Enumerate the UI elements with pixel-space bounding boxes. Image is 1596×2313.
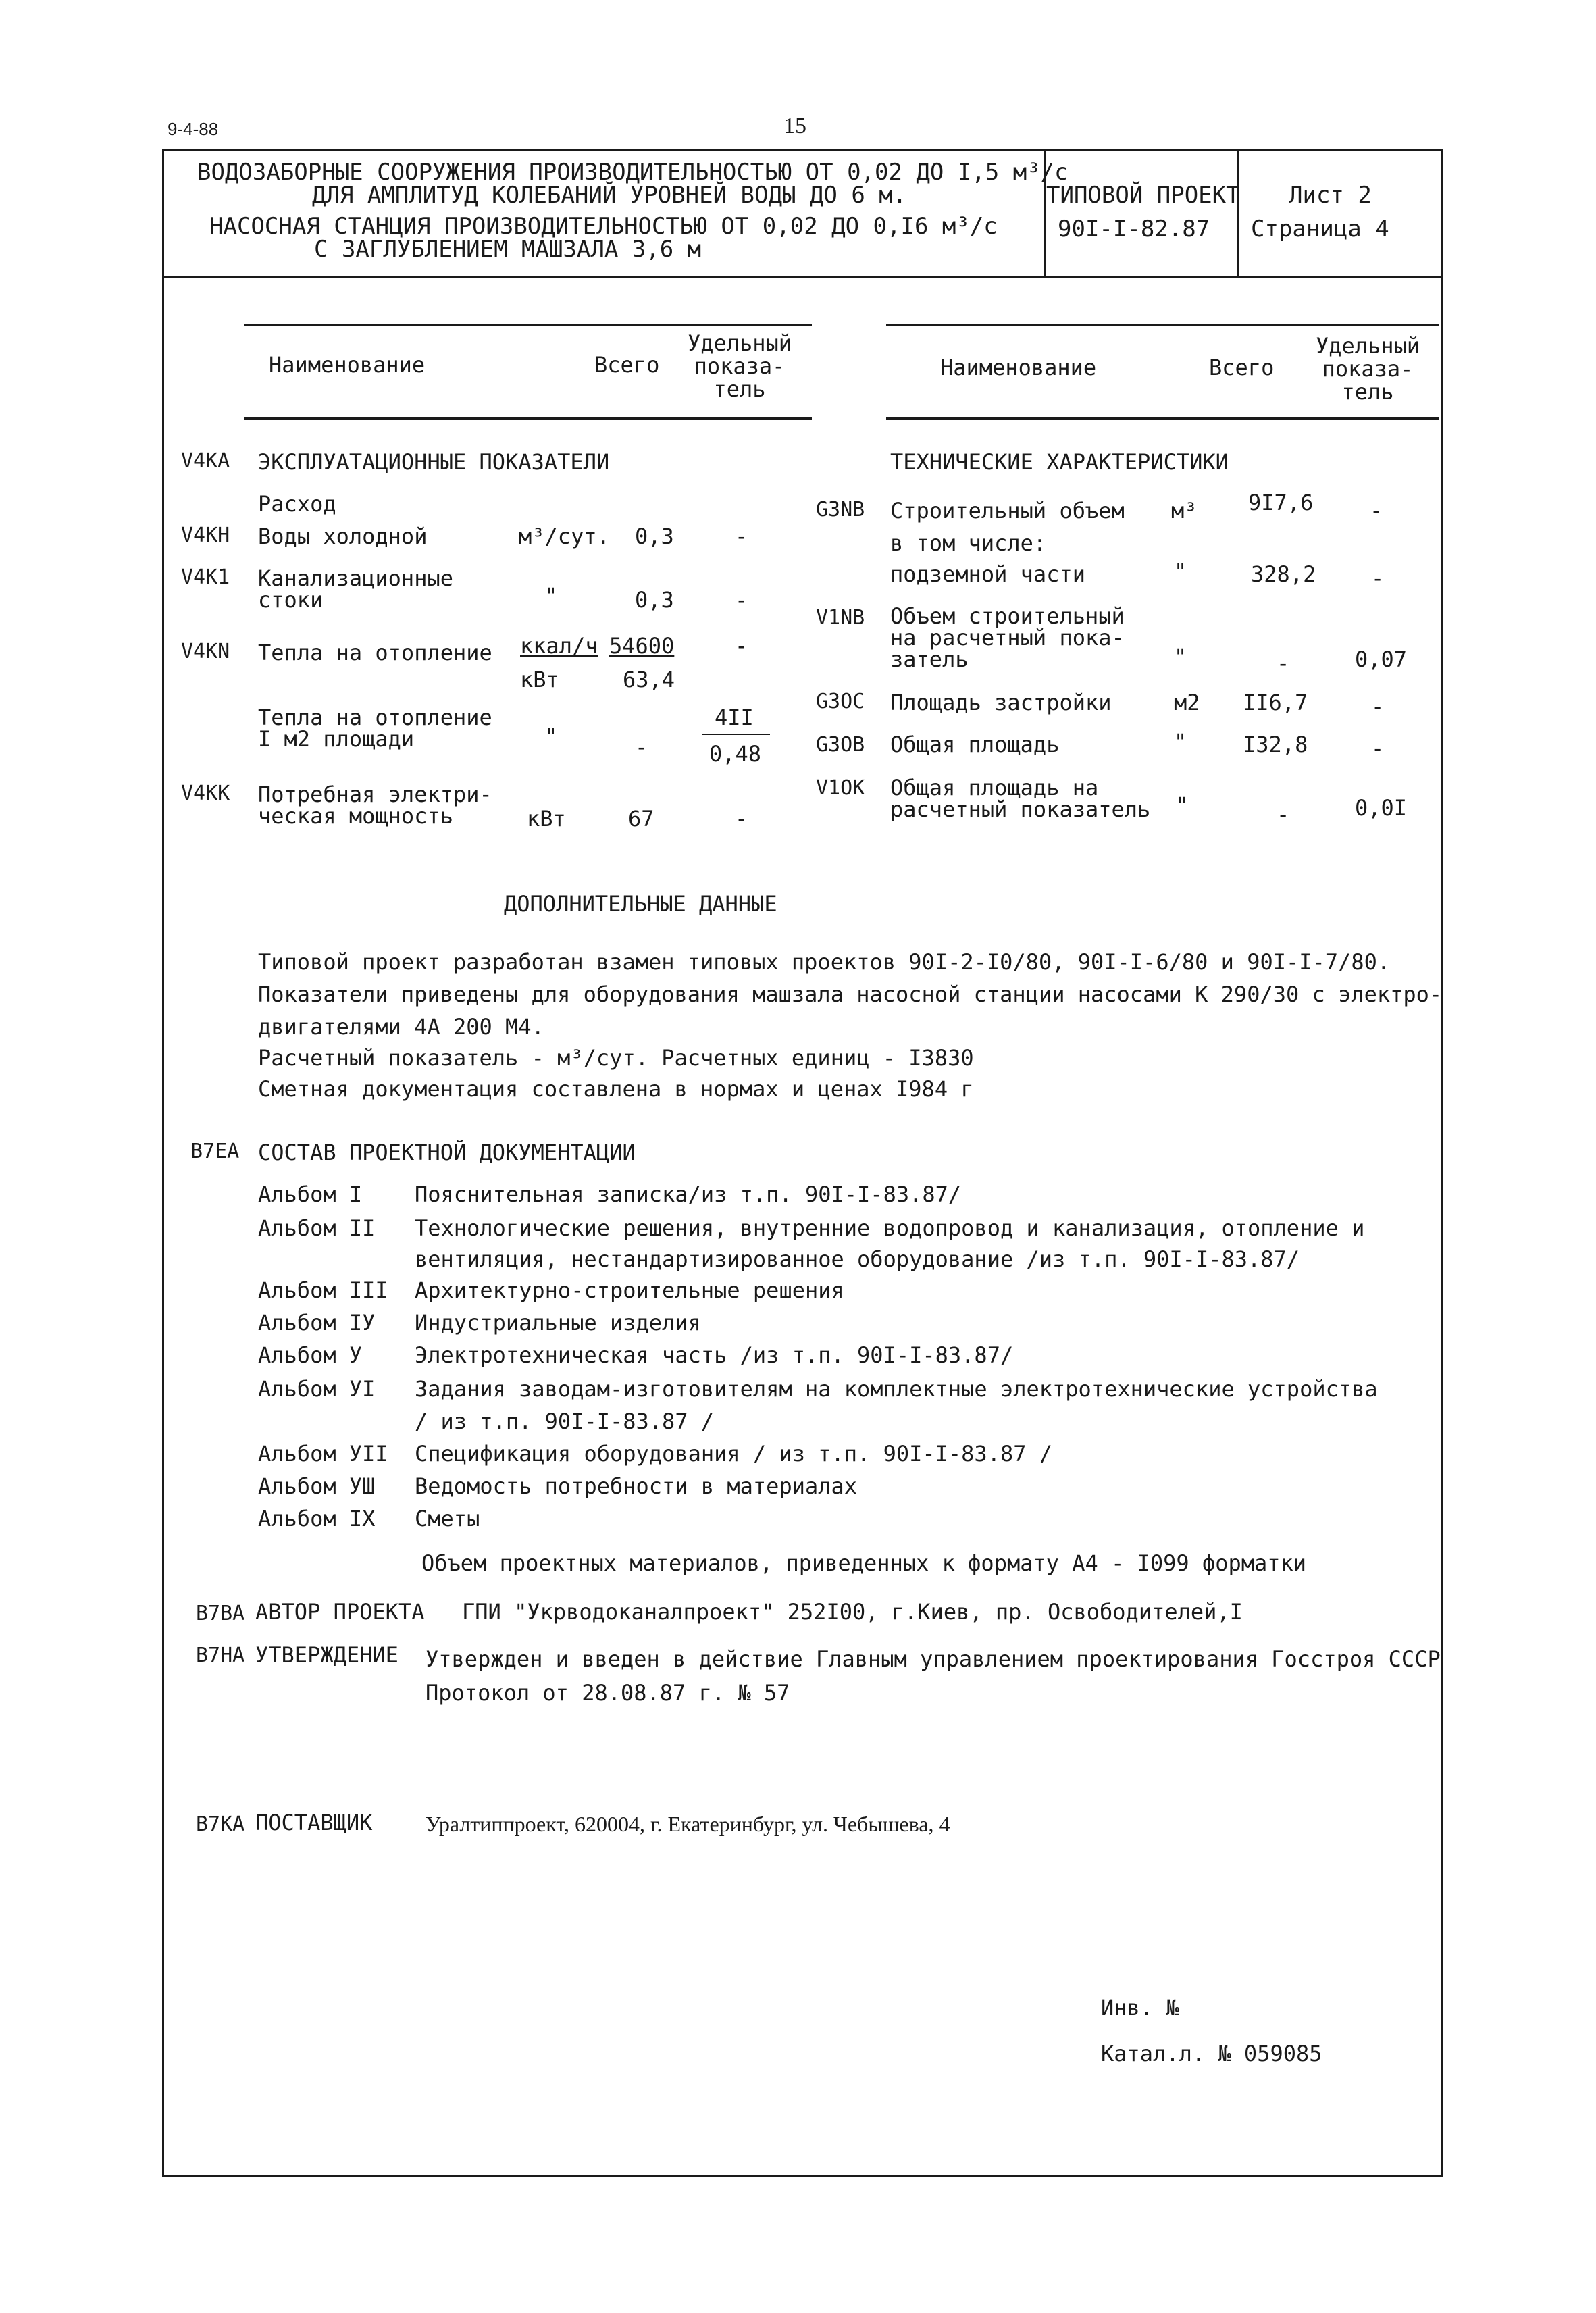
album-2-text-2: вентиляция, нестандартизированное оборудование /из т.п. 90I-I-83.87/ [415, 1246, 1300, 1272]
row-area-per-unit-name-2: расчетный показатель [890, 796, 1151, 822]
row-cold-water-total: 0,3 [635, 524, 674, 549]
supplier-code: B7KA [196, 1812, 245, 1836]
album-5-label: Альбом У [258, 1342, 363, 1368]
composition-title: СОСТАВ ПРОЕКТНОЙ ДОКУМЕНТАЦИИ [258, 1140, 636, 1165]
right-header-specific-1: Удельный [1315, 333, 1420, 359]
left-header-top-line [244, 324, 812, 326]
catalog-number: Катал.л. № 059085 [1101, 2041, 1322, 2066]
album-7-label: Альбом УII [258, 1441, 388, 1467]
row-sewage-name: Канализационные [258, 565, 453, 591]
row-total-area-code: G3OB [816, 733, 865, 757]
row-built-area-total: II6,7 [1243, 690, 1308, 715]
sheet-label: Лист 2 [1289, 182, 1372, 209]
left-header-name: Наименование [269, 352, 426, 378]
row-volume-unit: м³ [1171, 498, 1198, 524]
row-heating-total: 54600 [609, 633, 675, 659]
page-label: Страница 4 [1251, 215, 1389, 243]
row-heating-area-total: - [635, 734, 648, 760]
title-line-2: ДЛЯ АМПЛИТУД КОЛЕБАНИЙ УРОВНЕЙ ВОДЫ ДО 6 м. [312, 182, 907, 209]
album-6-text-2: / из т.п. 90I-I-83.87 / [415, 1408, 715, 1434]
row-total-area-name: Общая площадь [890, 732, 1060, 757]
row-underground-unit: " [1174, 559, 1187, 584]
title-block-bottom-border [162, 276, 1441, 278]
page-number: 15 [783, 113, 806, 138]
album-8-text: Ведомость потребности в материалах [415, 1473, 858, 1499]
title-line-1: ВОДОЗАБОРНЫЕ СООРУЖЕНИЯ ПРОИЗВОДИТЕЛЬНОСТЬЮ ОТ 0,02 ДО I,5 м³/с [197, 159, 1069, 186]
author-text: ГПИ "Укрводоканалпроект" 252I00, г.Киев, пр. Освободителей,I [462, 1599, 1243, 1625]
row-heating-code: V4KN [181, 640, 230, 663]
album-6-text: Задания заводам-изготовителям на комплектные электротехнические устройства [415, 1376, 1378, 1402]
row-volume-per-unit-name-2: на расчетный пока- [890, 625, 1125, 651]
volume-text: Объем проектных материалов, приведенных к формату А4 - I099 форматки [421, 1550, 1307, 1576]
right-header-name: Наименование [940, 355, 1097, 380]
album-8-label: Альбом УШ [258, 1473, 376, 1499]
row-sewage-code: V4K1 [181, 565, 230, 589]
row-volume-name: Строительный объем [890, 498, 1125, 524]
album-2-text: Технологические решения, внутренние водопровод и канализация, отопление и [415, 1215, 1365, 1241]
row-underground-specific: - [1371, 565, 1385, 591]
additional-line-5: Сметная документация составлена в нормах и ценах I984 г [258, 1076, 974, 1102]
left-header-specific-2: показа- [694, 353, 786, 379]
row-heating-unit-2: кВт [520, 667, 559, 692]
left-section-title: ЭКСПЛУАТАЦИОННЫЕ ПОКАЗАТЕЛИ [258, 449, 610, 475]
album-1-label: Альбом I [258, 1181, 363, 1207]
row-volume-per-unit-specific: 0,07 [1355, 646, 1408, 672]
row-sewage-unit: " [544, 583, 558, 609]
row-area-per-unit-specific: 0,0I [1355, 795, 1408, 821]
row-heating-specific: - [735, 633, 748, 659]
row-area-per-unit-code: V1OK [816, 776, 865, 800]
album-1-text: Пояснительная записка/из т.п. 90I-I-83.87/ [415, 1181, 962, 1207]
supplier-text: Уралтиппроект, 620004, г. Екатеринбург, ул. Чебышева, 4 [426, 1812, 950, 1836]
row-heating-area-specific: 4II [715, 705, 754, 730]
approval-label: УТВЕРЖДЕНИЕ [255, 1642, 398, 1668]
album-2-label: Альбом II [258, 1215, 376, 1241]
row-cold-water-unit: м³/сут. [519, 524, 610, 549]
approval-code: B7HA [196, 1644, 245, 1667]
row-built-area-name: Площадь застройки [890, 690, 1112, 715]
supplier-label: ПОСТАВЩИК [255, 1810, 373, 1835]
row-volume-per-unit-unit: " [1174, 644, 1187, 669]
row-consumption-label: Расход [258, 491, 336, 517]
row-built-area-specific: - [1371, 694, 1385, 719]
album-5-text: Электротехническая часть /из т.п. 90I-I-83.87/ [415, 1342, 1014, 1368]
row-volume-code: G3NB [816, 498, 865, 522]
row-power-total: 67 [628, 806, 654, 832]
album-9-text: Сметы [415, 1506, 480, 1531]
fraction-line [702, 734, 770, 735]
row-area-per-unit-total: - [1277, 802, 1290, 828]
album-3-label: Альбом III [258, 1277, 388, 1303]
row-built-area-unit: м2 [1174, 690, 1200, 715]
row-sewage-total: 0,3 [635, 587, 674, 613]
composition-code: B7EA [190, 1140, 240, 1163]
row-volume-per-unit-name-3: затель [890, 646, 969, 672]
row-area-per-unit-unit: " [1175, 792, 1189, 818]
title-line-4: С ЗАГЛУБЛЕНИЕМ МАШЗАЛА 3,6 м [314, 236, 702, 263]
row-power-specific: - [735, 806, 748, 832]
row-volume-specific: - [1370, 498, 1383, 524]
right-header-top-line [886, 324, 1439, 326]
right-header-specific-3: тель [1341, 379, 1394, 405]
row-volume-per-unit-code: V1NB [816, 606, 865, 630]
author-label: АВТОР ПРОЕКТА [255, 1599, 425, 1625]
row-heating-area-name: Тепла на отопление [258, 705, 492, 730]
row-volume-total: 9I7,6 [1248, 490, 1314, 515]
row-power-code: V4KK [181, 782, 230, 805]
row-area-per-unit-name: Общая площадь на [890, 775, 1099, 800]
additional-line-4: Расчетный показатель - м³/сут. Расчетных единиц - I3830 [258, 1045, 974, 1071]
row-total-area-unit: " [1174, 729, 1187, 755]
row-cold-water-name: Воды холодной [258, 524, 428, 549]
album-4-text: Индустриальные изделия [415, 1310, 701, 1336]
row-including-label: в том числе: [890, 530, 1047, 556]
project-label: ТИПОВОЙ ПРОЕКТ [1046, 182, 1240, 209]
album-7-text: Спецификация оборудования / из т.п. 90I-I-83.87 / [415, 1441, 1053, 1467]
album-3-text: Архитектурно-строительные решения [415, 1277, 844, 1303]
row-built-area-code: G3OC [816, 690, 865, 713]
row-sewage-name-2: стоки [258, 587, 324, 613]
row-underground-name: подземной части [890, 561, 1085, 587]
row-heating-total-2: 63,4 [623, 667, 675, 692]
right-header-specific-2: показа- [1322, 356, 1414, 382]
row-heating-area-unit: " [544, 723, 558, 749]
row-power-name: Потребная электри- [258, 782, 492, 807]
row-power-unit: кВт [527, 806, 566, 832]
right-header-total: Всего [1209, 355, 1275, 380]
author-code: B7BA [196, 1602, 245, 1625]
left-section-code: V4KA [181, 449, 230, 473]
row-underground-total: 328,2 [1251, 561, 1316, 587]
additional-line-1: Типовой проект разработан взамен типовых проектов 90I-2-I0/80, 90I-I-6/80 и 90I-I-7/80. [258, 949, 1391, 975]
row-heating-name: Тепла на отопление [258, 640, 492, 665]
row-total-area-specific: - [1371, 736, 1385, 761]
album-9-label: Альбом IX [258, 1506, 376, 1531]
inventory-number: Инв. № [1101, 1995, 1179, 2020]
album-6-label: Альбом УI [258, 1376, 376, 1402]
row-cold-water-code: V4KH [181, 524, 230, 547]
right-section-title: ТЕХНИЧЕСКИЕ ХАРАКТЕРИСТИКИ [890, 449, 1229, 475]
row-heating-area-specific-2: 0,48 [709, 741, 762, 767]
additional-line-2: Показатели приведены для оборудования машзала насосной станции насосами К 290/30 с электро- [258, 982, 1443, 1007]
title-block-divider-2 [1237, 149, 1239, 277]
approval-text-2: Протокол от 28.08.87 г. № 57 [426, 1680, 790, 1706]
additional-line-3: двигателями 4А 200 М4. [258, 1014, 544, 1040]
approval-text: Утвержден и введен в действие Главным управлением проектирования Госстроя СССР [426, 1646, 1441, 1672]
row-heating-area-name-2: I м2 площади [258, 726, 415, 752]
left-header-total: Всего [594, 352, 660, 378]
document-code: 9-4-88 [168, 119, 219, 139]
additional-title: ДОПОЛНИТЕЛЬНЫЕ ДАННЫЕ [504, 891, 777, 917]
row-volume-per-unit-name: Объем строительный [890, 603, 1125, 629]
row-sewage-specific: - [735, 587, 748, 613]
row-volume-per-unit-total: - [1277, 651, 1290, 676]
row-power-name-2: ческая мощность [258, 803, 453, 829]
row-heating-unit: ккал/ч [520, 633, 598, 659]
project-number: 90I-I-82.87 [1058, 215, 1210, 243]
row-cold-water-specific: - [735, 524, 748, 549]
right-header-bottom-line [886, 417, 1439, 420]
title-line-3: НАСОСНАЯ СТАНЦИЯ ПРОИЗВОДИТЕЛЬНОСТЬЮ ОТ 0,02 ДО 0,I6 м³/с [209, 213, 998, 240]
left-header-specific-3: тель [713, 376, 766, 402]
album-4-label: Альбом IУ [258, 1310, 376, 1336]
left-header-specific-1: Удельный [687, 330, 792, 356]
row-total-area-total: I32,8 [1243, 732, 1308, 757]
left-header-bottom-line [244, 417, 812, 420]
